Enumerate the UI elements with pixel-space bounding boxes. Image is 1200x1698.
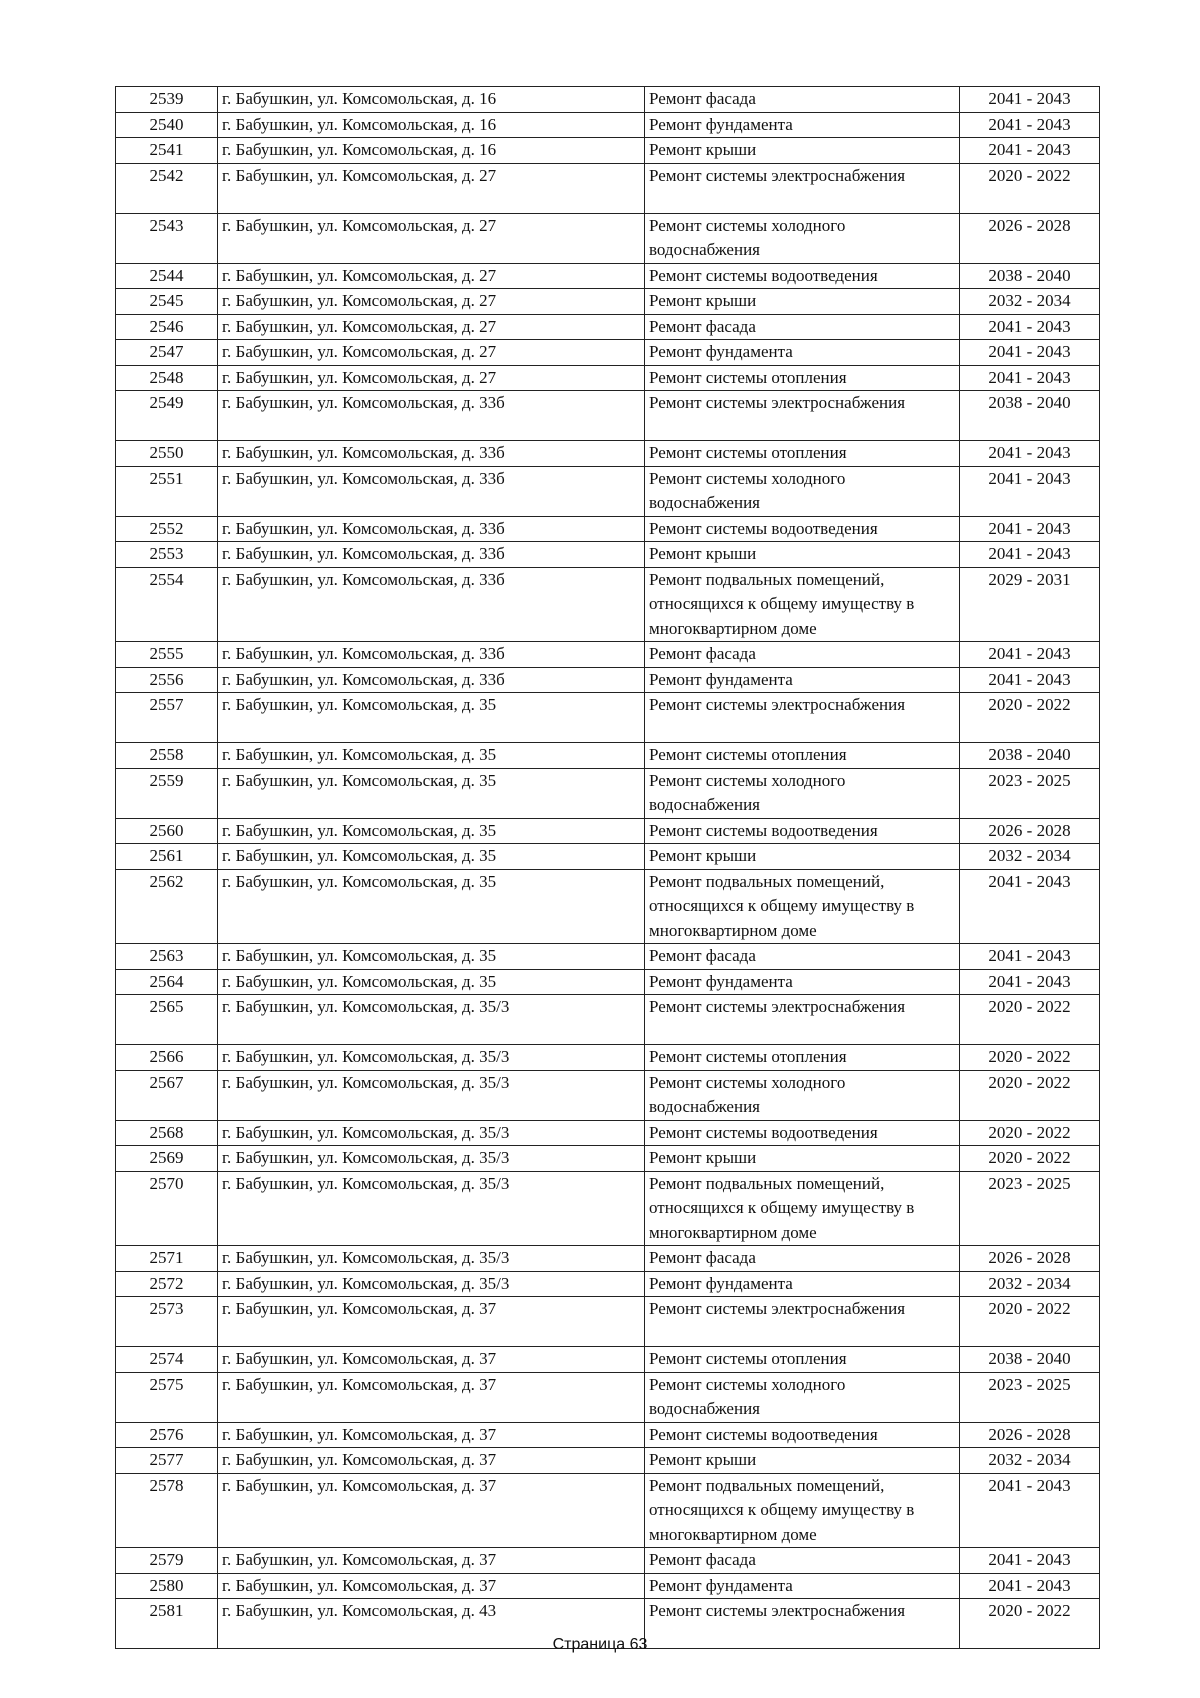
address-cell: г. Бабушкин, ул. Комсомольская, д. 35/3 [218, 1246, 645, 1272]
period-cell: 2041 - 2043 [960, 138, 1100, 164]
address-cell: г. Бабушкин, ул. Комсомольская, д. 35/3 [218, 1146, 645, 1172]
work-type-cell: Ремонт фундамента [645, 667, 960, 693]
table-row [116, 693, 1100, 743]
address-cell: г. Бабушкин, ул. Комсомольская, д. 33б [218, 567, 645, 642]
work-type-cell: Ремонт фасада [645, 944, 960, 970]
address-cell: г. Бабушкин, ул. Комсомольская, д. 37 [218, 1548, 645, 1574]
table-row [116, 1070, 1100, 1120]
period-cell: 2020 - 2022 [960, 1045, 1100, 1071]
work-type-cell: Ремонт системы холодного водоснабжения [645, 768, 960, 818]
address-cell: г. Бабушкин, ул. Комсомольская, д. 37 [218, 1422, 645, 1448]
period-cell: 2020 - 2022 [960, 693, 1100, 743]
period-cell: 2029 - 2031 [960, 567, 1100, 642]
work-type-cell: Ремонт крыши [645, 138, 960, 164]
table-row [116, 1372, 1100, 1422]
period-cell: 2041 - 2043 [960, 314, 1100, 340]
period-cell: 2032 - 2034 [960, 1448, 1100, 1474]
table-row [116, 869, 1100, 944]
row-number: 2547 [116, 340, 218, 366]
table-row [116, 391, 1100, 441]
table-row [116, 263, 1100, 289]
row-number: 2543 [116, 213, 218, 263]
period-cell: 2041 - 2043 [960, 869, 1100, 944]
address-cell: г. Бабушкин, ул. Комсомольская, д. 35/3 [218, 995, 645, 1045]
period-cell: 2032 - 2034 [960, 844, 1100, 870]
row-number: 2551 [116, 466, 218, 516]
work-type-cell: Ремонт системы холодного водоснабжения [645, 1372, 960, 1422]
address-cell: г. Бабушкин, ул. Комсомольская, д. 27 [218, 340, 645, 366]
address-cell: г. Бабушкин, ул. Комсомольская, д. 33б [218, 391, 645, 441]
row-number: 2581 [116, 1599, 218, 1649]
table-row [116, 768, 1100, 818]
table-row [116, 1171, 1100, 1246]
work-type-cell: Ремонт системы холодного водоснабжения [645, 466, 960, 516]
table-row [116, 1045, 1100, 1071]
period-cell: 2041 - 2043 [960, 642, 1100, 668]
work-type-cell: Ремонт системы отопления [645, 365, 960, 391]
table-row [116, 289, 1100, 315]
table-row [116, 314, 1100, 340]
table-row [116, 213, 1100, 263]
period-cell: 2026 - 2028 [960, 1422, 1100, 1448]
address-cell: г. Бабушкин, ул. Комсомольская, д. 33б [218, 441, 645, 467]
row-number: 2564 [116, 969, 218, 995]
row-number: 2558 [116, 743, 218, 769]
address-cell: г. Бабушкин, ул. Комсомольская, д. 35 [218, 944, 645, 970]
table-row [116, 995, 1100, 1045]
address-cell: г. Бабушкин, ул. Комсомольская, д. 27 [218, 263, 645, 289]
address-cell: г. Бабушкин, ул. Комсомольская, д. 33б [218, 466, 645, 516]
table-row [116, 466, 1100, 516]
row-number: 2569 [116, 1146, 218, 1172]
table-row [116, 969, 1100, 995]
table-row [116, 1246, 1100, 1272]
table-row [116, 1422, 1100, 1448]
period-cell: 2041 - 2043 [960, 516, 1100, 542]
work-type-cell: Ремонт фундамента [645, 340, 960, 366]
address-cell: г. Бабушкин, ул. Комсомольская, д. 27 [218, 213, 645, 263]
row-number: 2568 [116, 1120, 218, 1146]
table-row [116, 944, 1100, 970]
table-row [116, 667, 1100, 693]
work-type-cell: Ремонт системы водоотведения [645, 1422, 960, 1448]
row-number: 2549 [116, 391, 218, 441]
address-cell: г. Бабушкин, ул. Комсомольская, д. 33б [218, 642, 645, 668]
address-cell: г. Бабушкин, ул. Комсомольская, д. 35 [218, 869, 645, 944]
row-number: 2565 [116, 995, 218, 1045]
row-number: 2580 [116, 1573, 218, 1599]
work-type-cell: Ремонт подвальных помещений, относящихся к общему имуществу в многоквартирном доме [645, 567, 960, 642]
row-number: 2578 [116, 1473, 218, 1548]
address-cell: г. Бабушкин, ул. Комсомольская, д. 33б [218, 542, 645, 568]
period-cell: 2041 - 2043 [960, 1548, 1100, 1574]
period-cell: 2026 - 2028 [960, 1246, 1100, 1272]
row-number: 2554 [116, 567, 218, 642]
table-row [116, 542, 1100, 568]
work-type-cell: Ремонт фасада [645, 642, 960, 668]
row-number: 2548 [116, 365, 218, 391]
row-number: 2579 [116, 1548, 218, 1574]
row-number: 2570 [116, 1171, 218, 1246]
work-type-cell: Ремонт системы водоотведения [645, 263, 960, 289]
address-cell: г. Бабушкин, ул. Комсомольская, д. 35 [218, 969, 645, 995]
address-cell: г. Бабушкин, ул. Комсомольская, д. 16 [218, 87, 645, 113]
period-cell: 2020 - 2022 [960, 1297, 1100, 1347]
table-row [116, 743, 1100, 769]
table-row [116, 340, 1100, 366]
period-cell: 2026 - 2028 [960, 213, 1100, 263]
row-number: 2576 [116, 1422, 218, 1448]
period-cell: 2038 - 2040 [960, 391, 1100, 441]
address-cell: г. Бабушкин, ул. Комсомольская, д. 37 [218, 1297, 645, 1347]
address-cell: г. Бабушкин, ул. Комсомольская, д. 35/3 [218, 1120, 645, 1146]
work-type-cell: Ремонт фасада [645, 1548, 960, 1574]
work-type-cell: Ремонт крыши [645, 289, 960, 315]
period-cell: 2032 - 2034 [960, 1271, 1100, 1297]
row-number: 2544 [116, 263, 218, 289]
address-cell: г. Бабушкин, ул. Комсомольская, д. 37 [218, 1372, 645, 1422]
period-cell: 2020 - 2022 [960, 163, 1100, 213]
address-cell: г. Бабушкин, ул. Комсомольская, д. 16 [218, 138, 645, 164]
address-cell: г. Бабушкин, ул. Комсомольская, д. 35/3 [218, 1070, 645, 1120]
address-cell: г. Бабушкин, ул. Комсомольская, д. 33б [218, 516, 645, 542]
work-type-cell: Ремонт крыши [645, 1448, 960, 1474]
address-cell: г. Бабушкин, ул. Комсомольская, д. 27 [218, 314, 645, 340]
row-number: 2573 [116, 1297, 218, 1347]
period-cell: 2038 - 2040 [960, 743, 1100, 769]
period-cell: 2023 - 2025 [960, 1372, 1100, 1422]
work-type-cell: Ремонт системы электроснабжения [645, 693, 960, 743]
period-cell: 2023 - 2025 [960, 1171, 1100, 1246]
work-type-cell: Ремонт системы отопления [645, 743, 960, 769]
work-type-cell: Ремонт фасада [645, 314, 960, 340]
table-row [116, 1448, 1100, 1474]
work-type-cell: Ремонт фасада [645, 1246, 960, 1272]
repair-schedule-table [115, 86, 1100, 1649]
period-cell: 2041 - 2043 [960, 441, 1100, 467]
address-cell: г. Бабушкин, ул. Комсомольская, д. 27 [218, 163, 645, 213]
address-cell: г. Бабушкин, ул. Комсомольская, д. 35 [218, 768, 645, 818]
row-number: 2557 [116, 693, 218, 743]
row-number: 2545 [116, 289, 218, 315]
row-number: 2540 [116, 112, 218, 138]
period-cell: 2041 - 2043 [960, 667, 1100, 693]
table-row [116, 112, 1100, 138]
row-number: 2577 [116, 1448, 218, 1474]
table-row [116, 1120, 1100, 1146]
row-number: 2560 [116, 818, 218, 844]
row-number: 2574 [116, 1347, 218, 1373]
page-number: Страница 63 [552, 1636, 648, 1653]
table-row [116, 642, 1100, 668]
work-type-cell: Ремонт системы отопления [645, 441, 960, 467]
row-number: 2571 [116, 1246, 218, 1272]
address-cell: г. Бабушкин, ул. Комсомольская, д. 35/3 [218, 1045, 645, 1071]
work-type-cell: Ремонт фасада [645, 87, 960, 113]
table-row [116, 87, 1100, 113]
period-cell: 2041 - 2043 [960, 112, 1100, 138]
work-type-cell: Ремонт фундамента [645, 1271, 960, 1297]
table-row [116, 365, 1100, 391]
period-cell: 2041 - 2043 [960, 944, 1100, 970]
work-type-cell: Ремонт подвальных помещений, относящихся к общему имуществу в многоквартирном доме [645, 869, 960, 944]
table-row [116, 1548, 1100, 1574]
work-type-cell: Ремонт системы водоотведения [645, 1120, 960, 1146]
work-type-cell: Ремонт системы холодного водоснабжения [645, 213, 960, 263]
row-number: 2550 [116, 441, 218, 467]
work-type-cell: Ремонт крыши [645, 1146, 960, 1172]
address-cell: г. Бабушкин, ул. Комсомольская, д. 33б [218, 667, 645, 693]
period-cell: 2041 - 2043 [960, 466, 1100, 516]
work-type-cell: Ремонт системы отопления [645, 1045, 960, 1071]
period-cell: 2041 - 2043 [960, 340, 1100, 366]
row-number: 2546 [116, 314, 218, 340]
table-row [116, 1347, 1100, 1373]
period-cell: 2023 - 2025 [960, 768, 1100, 818]
period-cell: 2020 - 2022 [960, 1120, 1100, 1146]
period-cell: 2041 - 2043 [960, 1473, 1100, 1548]
table-row [116, 1271, 1100, 1297]
table-row [116, 138, 1100, 164]
period-cell: 2041 - 2043 [960, 1573, 1100, 1599]
table-row [116, 1573, 1100, 1599]
address-cell: г. Бабушкин, ул. Комсомольская, д. 37 [218, 1347, 645, 1373]
row-number: 2575 [116, 1372, 218, 1422]
period-cell: 2020 - 2022 [960, 995, 1100, 1045]
table-row [116, 163, 1100, 213]
table-row [116, 844, 1100, 870]
work-type-cell: Ремонт крыши [645, 844, 960, 870]
table-row [116, 516, 1100, 542]
work-type-cell: Ремонт системы отопления [645, 1347, 960, 1373]
work-type-cell: Ремонт системы холодного водоснабжения [645, 1070, 960, 1120]
work-type-cell: Ремонт системы водоотведения [645, 818, 960, 844]
address-cell: г. Бабушкин, ул. Комсомольская, д. 35 [218, 693, 645, 743]
work-type-cell: Ремонт системы водоотведения [645, 516, 960, 542]
address-cell: г. Бабушкин, ул. Комсомольская, д. 43 [218, 1599, 645, 1649]
work-type-cell: Ремонт системы электроснабжения [645, 995, 960, 1045]
work-type-cell: Ремонт системы электроснабжения [645, 1297, 960, 1347]
period-cell: 2038 - 2040 [960, 263, 1100, 289]
period-cell: 2041 - 2043 [960, 87, 1100, 113]
address-cell: г. Бабушкин, ул. Комсомольская, д. 35 [218, 818, 645, 844]
period-cell: 2041 - 2043 [960, 365, 1100, 391]
table-row [116, 1146, 1100, 1172]
address-cell: г. Бабушкин, ул. Комсомольская, д. 27 [218, 365, 645, 391]
row-number: 2572 [116, 1271, 218, 1297]
period-cell: 2041 - 2043 [960, 969, 1100, 995]
period-cell: 2020 - 2022 [960, 1070, 1100, 1120]
address-cell: г. Бабушкин, ул. Комсомольская, д. 35 [218, 844, 645, 870]
table-body [116, 87, 1100, 1649]
row-number: 2539 [116, 87, 218, 113]
period-cell: 2026 - 2028 [960, 818, 1100, 844]
address-cell: г. Бабушкин, ул. Комсомольская, д. 37 [218, 1573, 645, 1599]
table-row [116, 1473, 1100, 1548]
address-cell: г. Бабушкин, ул. Комсомольская, д. 35 [218, 743, 645, 769]
period-cell: 2032 - 2034 [960, 289, 1100, 315]
row-number: 2553 [116, 542, 218, 568]
address-cell: г. Бабушкин, ул. Комсомольская, д. 35/3 [218, 1271, 645, 1297]
work-type-cell: Ремонт крыши [645, 542, 960, 568]
row-number: 2563 [116, 944, 218, 970]
period-cell: 2020 - 2022 [960, 1146, 1100, 1172]
table-row [116, 567, 1100, 642]
row-number: 2562 [116, 869, 218, 944]
work-type-cell: Ремонт фундамента [645, 112, 960, 138]
period-cell: 2020 - 2022 [960, 1599, 1100, 1649]
address-cell: г. Бабушкин, ул. Комсомольская, д. 35/3 [218, 1171, 645, 1246]
table-row [116, 818, 1100, 844]
work-type-cell: Ремонт фундамента [645, 1573, 960, 1599]
table-row [116, 441, 1100, 467]
row-number: 2559 [116, 768, 218, 818]
row-number: 2552 [116, 516, 218, 542]
work-type-cell: Ремонт фундамента [645, 969, 960, 995]
period-cell: 2038 - 2040 [960, 1347, 1100, 1373]
address-cell: г. Бабушкин, ул. Комсомольская, д. 37 [218, 1473, 645, 1548]
work-type-cell: Ремонт системы электроснабжения [645, 1599, 960, 1649]
period-cell: 2041 - 2043 [960, 542, 1100, 568]
row-number: 2566 [116, 1045, 218, 1071]
row-number: 2541 [116, 138, 218, 164]
table-row [116, 1297, 1100, 1347]
row-number: 2561 [116, 844, 218, 870]
row-number: 2555 [116, 642, 218, 668]
row-number: 2542 [116, 163, 218, 213]
work-type-cell: Ремонт подвальных помещений, относящихся к общему имуществу в многоквартирном доме [645, 1171, 960, 1246]
work-type-cell: Ремонт системы электроснабжения [645, 163, 960, 213]
address-cell: г. Бабушкин, ул. Комсомольская, д. 27 [218, 289, 645, 315]
row-number: 2556 [116, 667, 218, 693]
address-cell: г. Бабушкин, ул. Комсомольская, д. 37 [218, 1448, 645, 1474]
work-type-cell: Ремонт системы электроснабжения [645, 391, 960, 441]
address-cell: г. Бабушкин, ул. Комсомольская, д. 16 [218, 112, 645, 138]
work-type-cell: Ремонт подвальных помещений, относящихся к общему имуществу в многоквартирном доме [645, 1473, 960, 1548]
row-number: 2567 [116, 1070, 218, 1120]
